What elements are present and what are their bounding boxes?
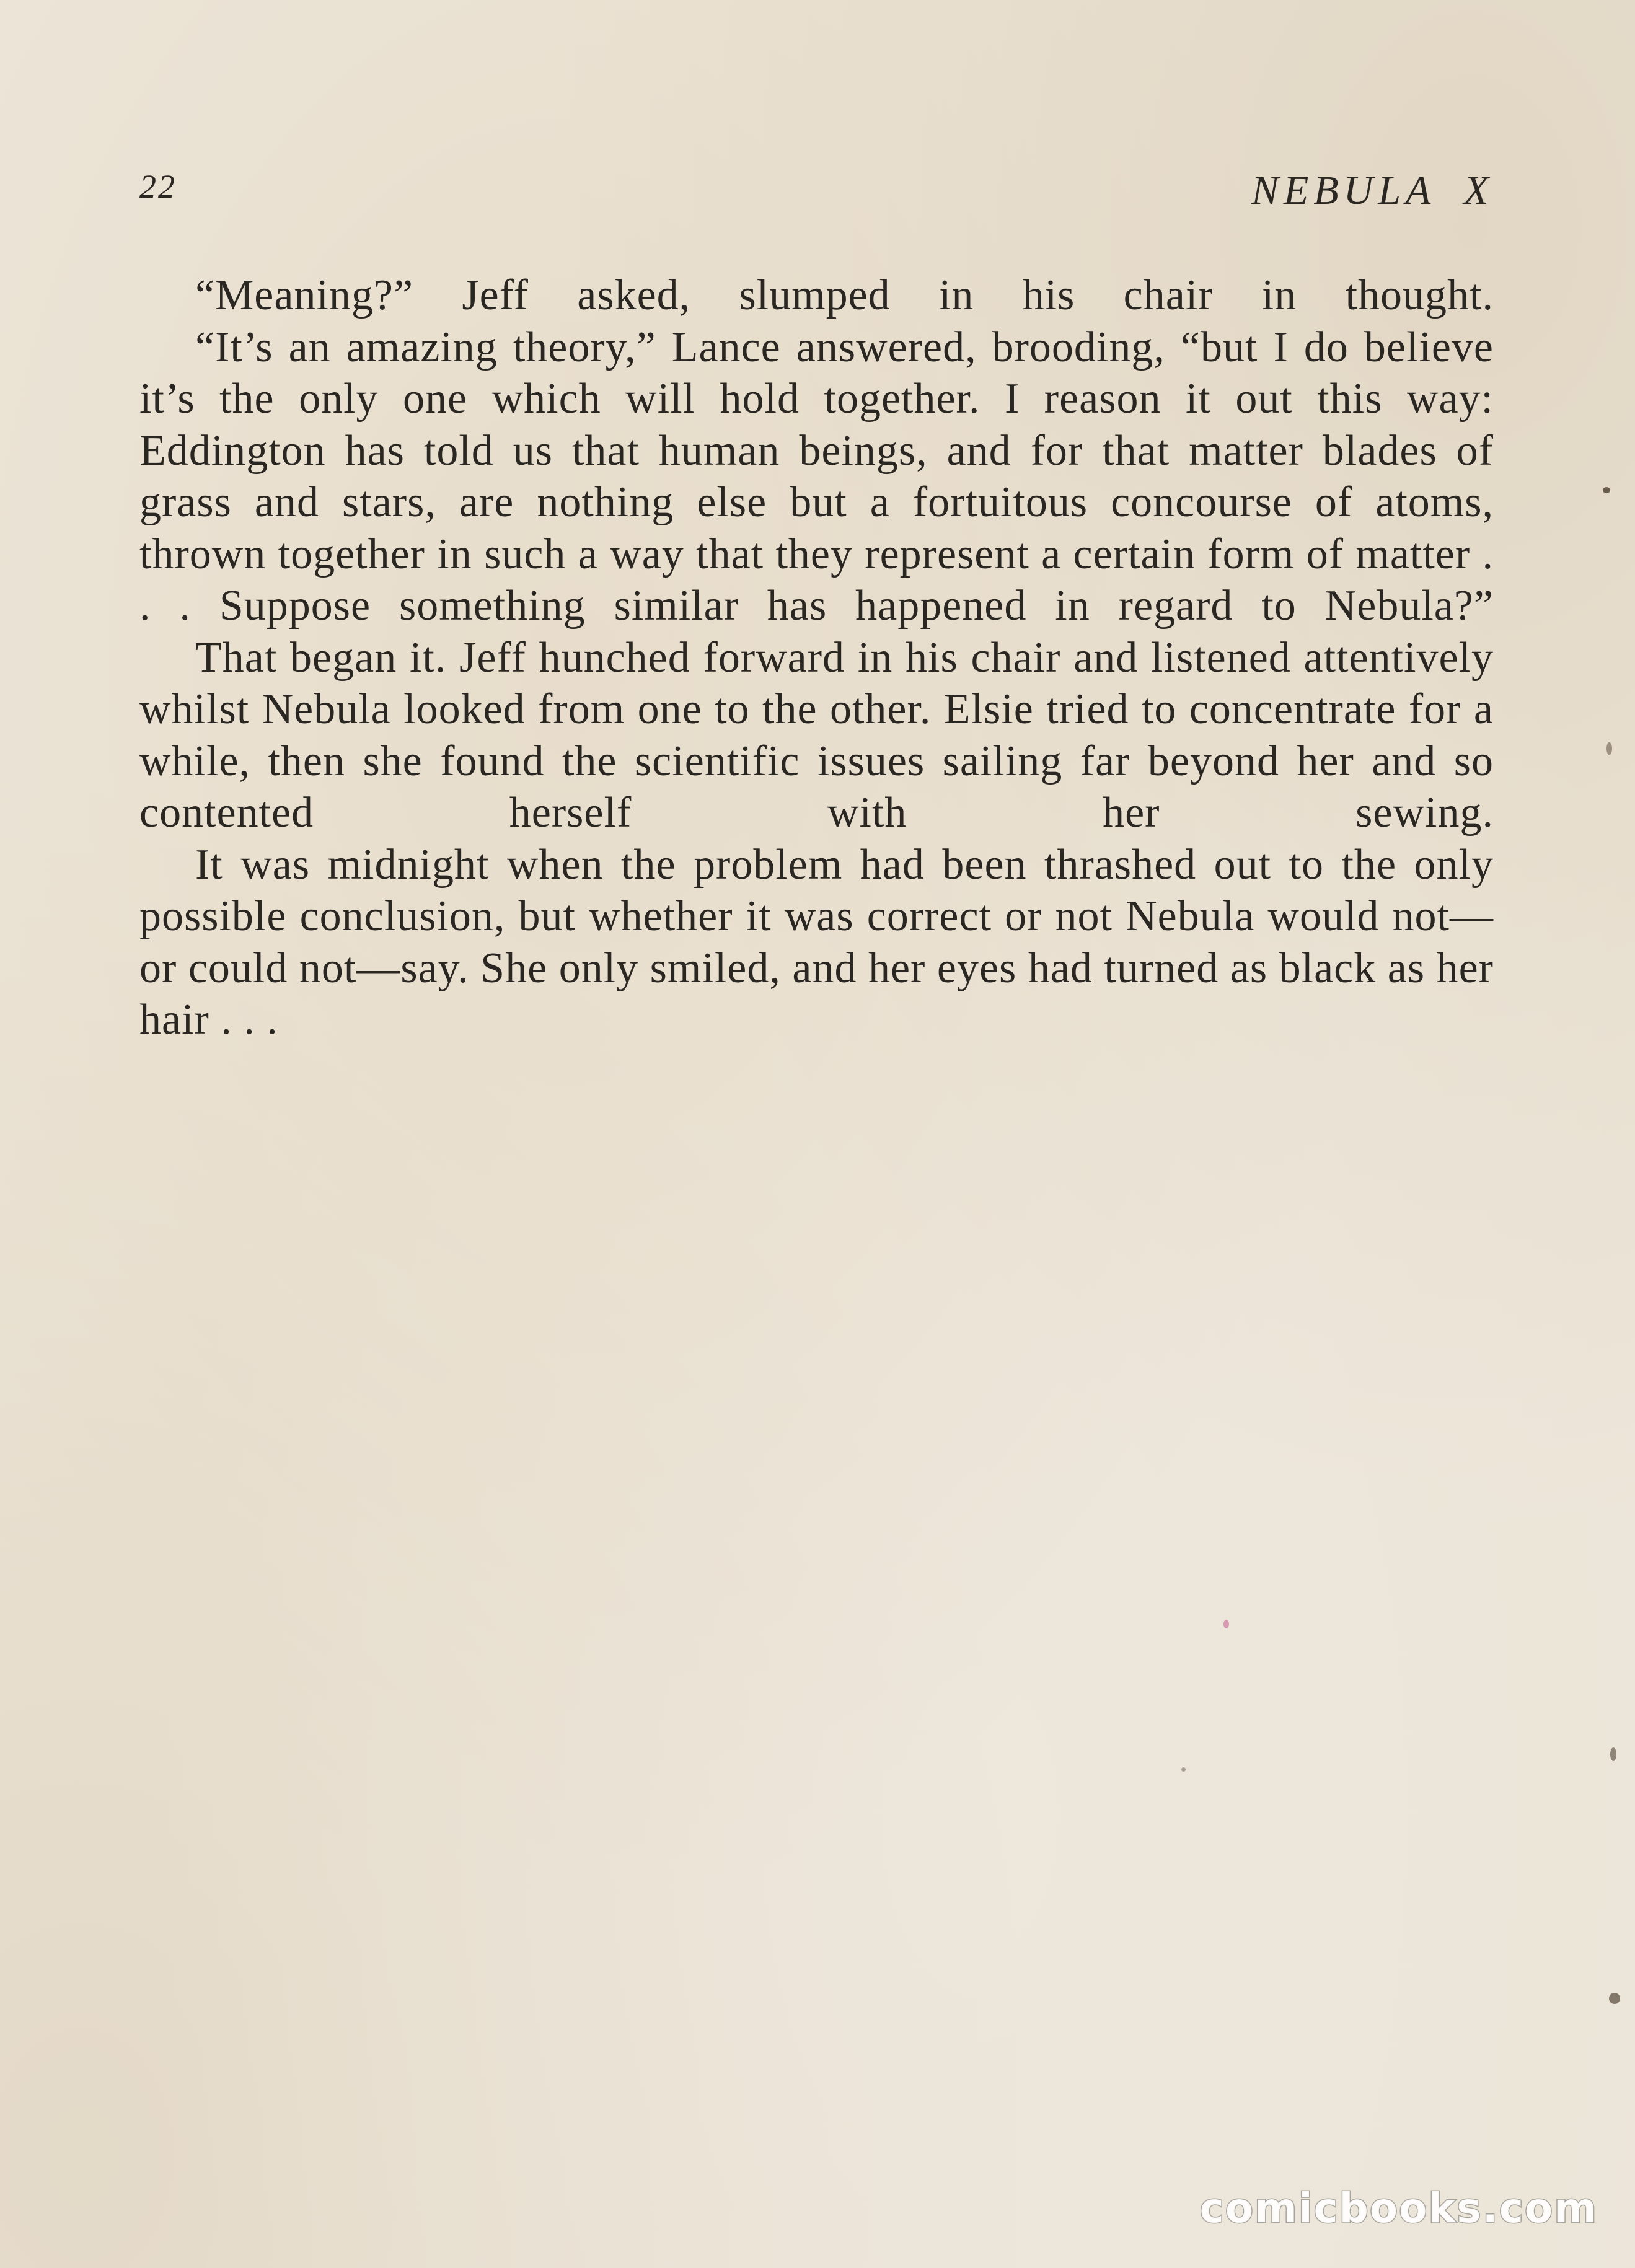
paragraph-4: It was midnight when the problem had been thrashed out to the only possible conclusion, but whether it was correct or not Nebula would not—or could not—say. She only smiled, and her eyes had turned as black as her hair . . . bbox=[139, 840, 1494, 1044]
paragraph-2: “It’s an amazing theory,” Lance answered, brooding, “but I do believe it’s the only one which will hold together. I reason it out this way: Eddington has told us that human beings, and for that matter blades of grass and stars, are nothing else but a fortuitous concourse of atoms, thrown together in such a way that they represent a certain form of matter . . . Suppose something similar has happened in regard to Nebula?” bbox=[139, 323, 1494, 630]
paper-speck bbox=[1606, 742, 1612, 755]
paper-speck bbox=[1603, 487, 1610, 493]
book-title: NEBULA X bbox=[1251, 168, 1494, 213]
paper-speck bbox=[1610, 1747, 1616, 1761]
paper-speck bbox=[1181, 1767, 1186, 1772]
page-number: 22 bbox=[139, 168, 177, 205]
running-head bbox=[139, 167, 1494, 223]
paper-speck bbox=[1223, 1620, 1229, 1628]
paragraph-1: “Meaning?” Jeff asked, slumped in his chair in thought. bbox=[195, 271, 1494, 319]
paper-speck bbox=[1609, 1993, 1620, 2004]
paragraph-3: That began it. Jeff hunched forward in his chair and listened attentively whilst Nebula looked from one to the other. Elsie tried to concentrate for a while, then she found the scientific issues sailing far beyond her and so contented herself with her sewing. bbox=[139, 633, 1494, 837]
body-text bbox=[139, 270, 1494, 1046]
watermark-logo: comicbooks.com bbox=[1199, 2184, 1598, 2232]
